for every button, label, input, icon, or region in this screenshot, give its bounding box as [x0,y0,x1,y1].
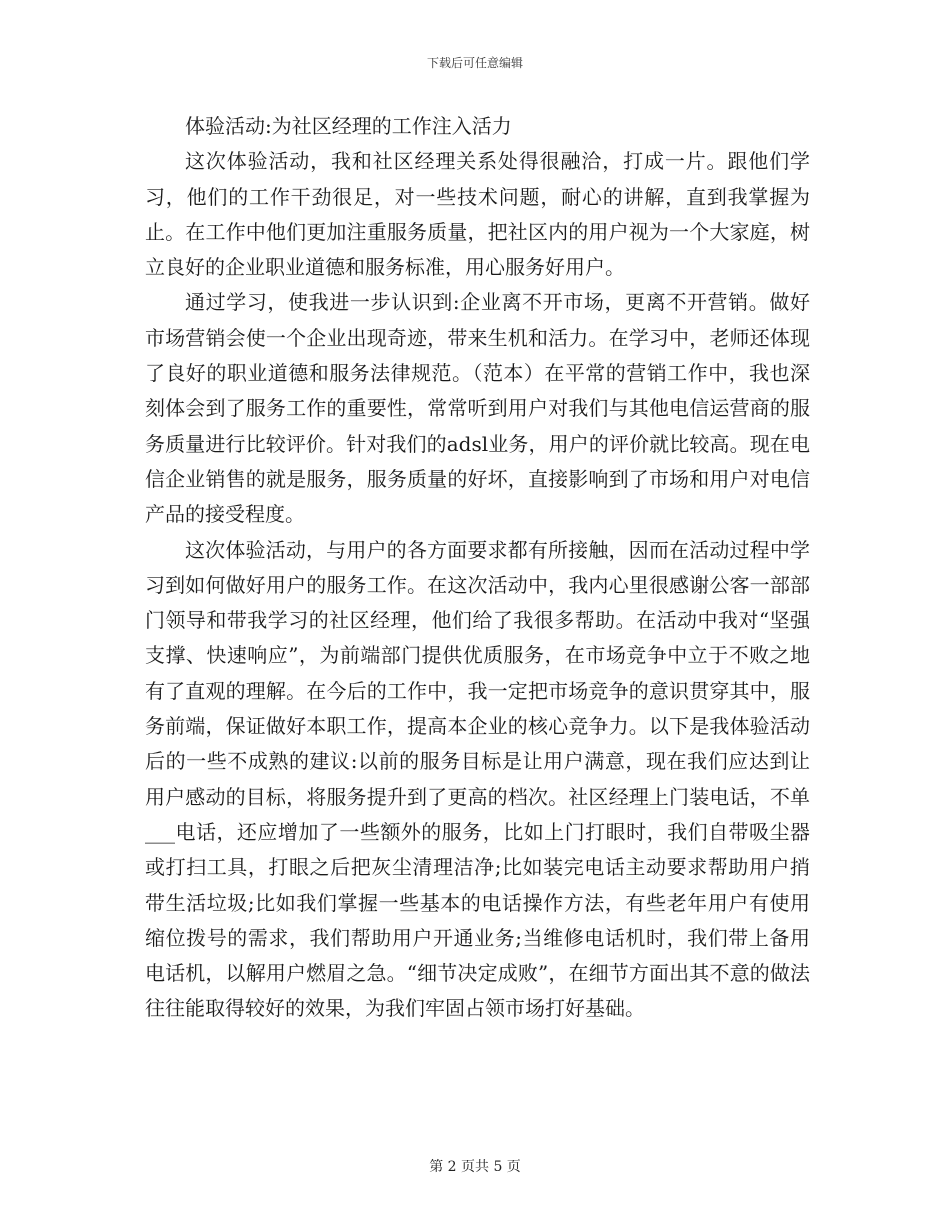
page-number: 第 2 页共 5 页 [429,1159,521,1175]
paragraph-1: 这次体验活动，我和社区经理关系处得很融洽，打成一片。跟他们学习，他们的工作干劲很足，对一些技术问题，耐心的讲解，直到我掌握为止。在工作中他们更加注重服务质量，把社区内的用户视为一个大家庭，树立良好的企业职业道德和服务标准，用心服务好用户。 [145,149,810,280]
header-note: 下载后可任意编辑 [426,56,523,70]
document-title: 体验活动:为社区经理的工作注入活力 [185,114,512,138]
paragraph-3: 这次体验活动，与用户的各方面要求都有所接触，因而在活动过程中学习到如何做好用户的服务工作。在这次活动中，我内心里很感谢公客一部部门领导和带我学习的社区经理，他们给了我很多帮助。在活动中我对“坚强支撑、快速响应”，为前端部门提供优质服务，在市场竞争中立于不败之地有了直观的理解。在今后的工作中，我一定把市场竞争的意识贯穿其中，服务前端，保证做好本职工作，提高本企业的核心竞争力。以下是我体验活动后的一些不成熟的建议:以前的服务目标是让用户满意，现在我们应达到让用户感动的目标，将服务提升到了更高的档次。社区经理上门装电话，不单___电话，还应增加了一些额外的服务，比如上门打眼时，我们自带吸尘器或打扫工具，打眼之后把灰尘清理洁净;比如装完电话主动要求帮助用户捎带生活垃圾;比如我们掌握一些基本的电话操作方法，有些老年用户有使用缩位拨号的需求，我们帮助用户开通业务;当维修电话机时，我们带上备用电话机，以解用户燃眉之急。“细节决定成败”，在细节方面出其不意的做法往往能取得较好的效果，为我们牢固占领市场打好基础。 [145,537,810,1021]
document-body [145,109,810,1027]
paragraph-2: 通过学习，使我进一步认识到:企业离不开市场，更离不开营销。做好市场营销会使一个企业出现奇迹，带来生机和活力。在学习中，老师还体现了良好的职业道德和服务法律规范。（范本）在平常的营销工作中，我也深刻体会到了服务工作的重要性，常常听到用户对我们与其他电信运营商的服务质量进行比较评价。针对我们的adsl业务，用户的评价就比较高。现在电信企业销售的就是服务，服务质量的好坏，直接影响到了市场和用户对电信产品的接受程度。 [145,290,810,527]
